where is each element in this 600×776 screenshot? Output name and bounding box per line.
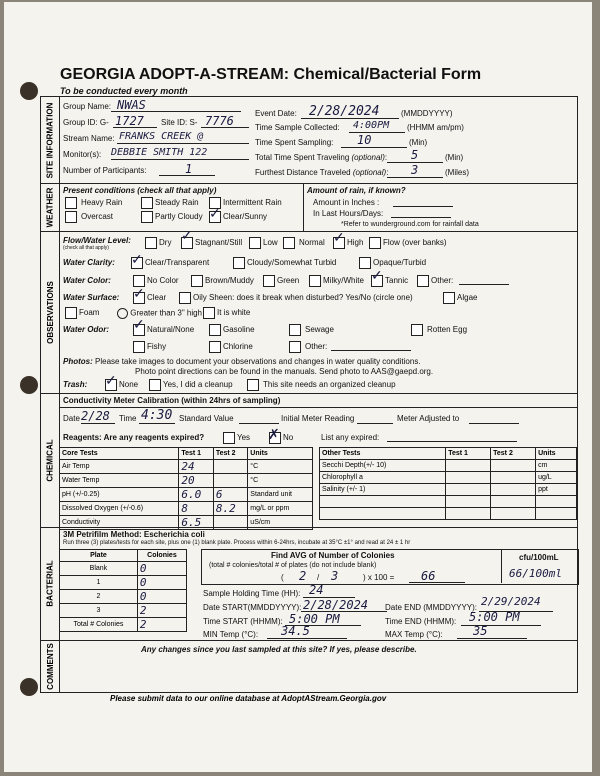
color-tannic-label: Tannic [385, 276, 409, 285]
underline [387, 441, 517, 442]
core-unit: °C [248, 460, 313, 474]
odor-gasoline-label: Gasoline [223, 325, 255, 334]
holding-time-field[interactable]: 24 [309, 583, 324, 597]
method-title: 3M Petrifilm Method: Escherichia coli [63, 530, 205, 539]
stream-name-label: Stream Name: [63, 134, 115, 143]
flow-high-label: High [347, 238, 364, 247]
rain-amount-label: Amount of rain, if known? [307, 186, 406, 195]
core-test-1[interactable]: 20 [179, 474, 213, 488]
clarity-opaque-checkbox[interactable] [359, 257, 371, 269]
core-tests-table [59, 447, 313, 530]
table-row [320, 460, 577, 472]
core-test-1[interactable]: 6.5 [179, 516, 213, 530]
comments-question: Any changes since you last sampled at this site? If yes, please describe. [141, 645, 417, 654]
color-label: Water Color: [63, 276, 111, 285]
underline [81, 423, 115, 424]
surface-label: Water Surface: [63, 293, 120, 302]
method-note: Run three (3) plates/tests for each site, plus one (1) blank plate. Process within 6-24hrs, incubate at 35°C ±1° and read at 24 ± 1 hr [63, 540, 411, 546]
distance-label: Furthest Distance Traveled (optional): [255, 168, 389, 177]
underline [459, 284, 509, 285]
underline [139, 423, 175, 424]
trash-needs-checkbox[interactable] [247, 379, 259, 391]
underline [341, 147, 407, 148]
other-test-1[interactable] [446, 472, 491, 484]
odor-other-checkbox[interactable] [289, 341, 301, 353]
flow-normal-checkbox[interactable] [283, 237, 295, 249]
colony-count[interactable]: 2 [137, 618, 186, 632]
surface-foam-label: Foam [79, 308, 100, 317]
time-collected-format: (HHMM am/pm) [407, 123, 464, 132]
plate-name: 1 [60, 576, 138, 590]
standard-value-label: Standard Value [179, 414, 234, 423]
underline [239, 423, 279, 424]
core-header: Test 2 [213, 448, 247, 460]
clarity-cloudy-checkbox[interactable] [233, 257, 245, 269]
core-unit: mg/L or ppm [248, 502, 313, 516]
group-id-label: Group ID: G- [63, 118, 109, 127]
underline [393, 206, 453, 207]
color-other-label: Other: [431, 276, 454, 285]
odor-sewage-label: Sewage [305, 325, 334, 334]
other-unit: cm [536, 460, 577, 472]
distance-field[interactable]: 3 [411, 163, 419, 177]
partly-cloudy-checkbox[interactable] [141, 211, 153, 223]
group-name-label: Group Name: [63, 102, 112, 111]
underline [457, 638, 527, 639]
core-test-name: Dissolved Oxygen (+/-0.6) [60, 502, 179, 516]
calib-time-field[interactable]: 4:30 [141, 408, 173, 423]
color-milky-checkbox[interactable] [309, 275, 321, 287]
steady-rain-label: Steady Rain [155, 198, 199, 207]
participants-label: Number of Participants: [63, 166, 147, 175]
form-subtitle: To be conducted every month [60, 86, 188, 96]
intermittent-rain-label: Intermittent Rain [223, 198, 282, 207]
time-start-label: Time START (HHMM): [203, 617, 283, 626]
divider [59, 640, 577, 641]
travel-time-field[interactable]: 5 [411, 148, 419, 162]
monitor-label: Monitor(s): [63, 150, 102, 159]
event-date-label: Event Date: [255, 109, 297, 118]
table-row [320, 508, 577, 520]
table-row [320, 472, 577, 484]
participants-field[interactable]: 1 [185, 162, 193, 176]
footer-note: Please submit data to our online database at AdoptAStream.Georgia.gov [110, 694, 387, 703]
core-test-2[interactable]: 6 [213, 488, 247, 502]
reagents-yes-checkbox[interactable] [223, 432, 235, 444]
other-test-2[interactable] [491, 508, 536, 520]
event-date-field[interactable]: 2/28/2024 [309, 104, 380, 119]
calib-date-label: Date [63, 414, 80, 423]
other-test-1[interactable] [446, 460, 491, 472]
calibration-title: Conductivity Meter Calibration (within 24hrs of sampling) [63, 396, 281, 405]
other-unit: ug/L [536, 472, 577, 484]
odor-fishy-checkbox[interactable] [133, 341, 145, 353]
time-spent-field[interactable]: 10 [357, 133, 372, 147]
core-unit: °C [248, 474, 313, 488]
odor-gasoline-checkbox[interactable] [209, 324, 221, 336]
reagents-no-label: No [283, 433, 294, 442]
date-start-label: Date START(MMDDYYYY): [203, 603, 302, 612]
table-row [60, 488, 313, 502]
check-mark: ✓ [133, 285, 145, 301]
table-row [60, 604, 187, 618]
section-bacterial: BACTERIAL [41, 527, 60, 641]
colony-count[interactable]: 0 [137, 562, 186, 576]
calib-date-field[interactable]: 2/28 [81, 409, 110, 423]
clarity-cloudy-label: Cloudy/Somewhat Turbid [247, 258, 337, 267]
time-end-label: Time END (HHMM): [385, 617, 457, 626]
color-none-label: No Color [147, 276, 179, 285]
color-brown-checkbox[interactable] [191, 275, 203, 287]
color-milky-label: Milky/White [323, 276, 364, 285]
form-title: GEORGIA ADOPT-A-STREAM: Chemical/Bacterial Form [60, 66, 482, 83]
core-header: Units [248, 448, 313, 460]
present-conditions-label: Present conditions (check all that apply) [63, 186, 217, 195]
underline [111, 159, 249, 160]
other-test-2[interactable] [491, 472, 536, 484]
core-header: Test 1 [179, 448, 213, 460]
odor-natural-label: Natural/None [147, 325, 195, 334]
other-test-name [320, 496, 446, 508]
surface-oily-checkbox[interactable] [179, 292, 191, 304]
divider [59, 183, 577, 184]
section-observations: OBSERVATIONS [41, 231, 60, 394]
divider [59, 231, 577, 232]
time-collected-field[interactable]: 4:00PM [353, 120, 390, 131]
underline [331, 350, 411, 351]
core-test-1[interactable]: 24 [179, 460, 213, 474]
core-test-name: Air Temp [60, 460, 179, 474]
underline [357, 423, 393, 424]
punch-hole [20, 376, 38, 394]
rain-hours-label: In Last Hours/Days: [313, 209, 384, 218]
avg-denominator[interactable]: 3 [331, 569, 339, 583]
group-name-field[interactable]: NWAS [117, 98, 146, 112]
table-row [60, 502, 313, 516]
plates-table [59, 549, 187, 632]
avg-divide: / [317, 573, 320, 582]
check-mark: ✓ [333, 229, 345, 245]
time-collected-label: Time Sample Collected: [255, 123, 340, 132]
section-weather: WEATHER [41, 183, 60, 232]
table-row [320, 484, 577, 496]
heavy-rain-checkbox[interactable] [65, 197, 77, 209]
check-mark: ✗ [268, 426, 280, 442]
odor-other-label: Other: [305, 342, 328, 351]
partly-cloudy-label: Partly Cloudy [155, 212, 203, 221]
avg-formula: (total # colonies/total # of plates (do not include blank) [209, 562, 377, 569]
odor-sewage-checkbox[interactable] [289, 324, 301, 336]
cfu-label: cfu/100mL [519, 553, 559, 562]
date-end-label: Date END (MMDDYYYY): [385, 603, 478, 612]
divider [59, 393, 577, 394]
section-chemical: CHEMICAL [41, 393, 60, 528]
flow-over-label: Flow (over banks) [383, 238, 447, 247]
date-start-field[interactable]: 2/28/2024 [303, 598, 369, 612]
other-test-name [320, 508, 446, 520]
trash-yes-label: Yes, I did a cleanup [163, 380, 233, 389]
avg-multiply: ) x 100 = [363, 573, 395, 582]
surface-white-checkbox[interactable] [203, 307, 215, 319]
punch-hole [20, 82, 38, 100]
date-end-field[interactable]: 2/29/2024 [481, 595, 541, 608]
overcast-checkbox[interactable] [65, 211, 77, 223]
travel-time-unit: (Min) [445, 153, 464, 162]
table-row [60, 562, 187, 576]
time-spent-label: Time Spent Sampling: [255, 138, 334, 147]
other-test-name: Salinity (+/- 1) [320, 484, 446, 496]
odor-chlorine-checkbox[interactable] [209, 341, 221, 353]
flow-dry-label: Dry [159, 238, 172, 247]
core-test-name: Water Temp [60, 474, 179, 488]
avg-result[interactable]: 66 [421, 569, 436, 583]
min-temp-field[interactable]: 34.5 [281, 624, 310, 638]
core-unit: uS/cm [248, 516, 313, 530]
underline [117, 143, 249, 144]
site-id-label: Site ID: S- [161, 118, 198, 127]
stream-name-field[interactable]: FRANKS CREEK @ [119, 131, 204, 142]
surface-white-label: It is white [217, 308, 251, 317]
odor-fishy-label: Fishy [147, 342, 167, 351]
core-test-2[interactable] [213, 474, 247, 488]
flow-stagnant-label: Stagnant/Still [195, 238, 243, 247]
flow-dry-checkbox[interactable] [145, 237, 157, 249]
plate-header: Plate [60, 550, 138, 562]
table-row [60, 576, 187, 590]
photos-text-2: Photo point directions can be found in the manuals. Send photo to AAS@gaepd.org. [135, 367, 434, 376]
odor-rotten-label: Rotten Egg [427, 325, 468, 334]
punch-hole [20, 678, 38, 696]
reagents-yes-label: Yes [237, 433, 251, 442]
divider [59, 407, 577, 408]
colonies-header: Colonies [137, 550, 186, 562]
odor-chlorine-label: Chlorine [223, 342, 253, 351]
odor-label: Water Odor: [63, 325, 110, 334]
color-other-checkbox[interactable] [417, 275, 429, 287]
section-comments: COMMENTS [41, 640, 60, 692]
colony-count[interactable]: 0 [137, 590, 186, 604]
photos-text: Photos: Please take images to document your observations and changes in water quality conditions. [63, 357, 421, 366]
holding-time-label: Sample Holding Time (HH): [203, 589, 301, 598]
check-mark: ✓ [209, 205, 221, 221]
other-test-1[interactable] [446, 508, 491, 520]
trash-none-label: None [119, 380, 139, 389]
calib-time-label: Time [119, 414, 137, 423]
steady-rain-checkbox[interactable] [141, 197, 153, 209]
group-id-field[interactable]: 1727 [115, 114, 144, 128]
color-green-checkbox[interactable] [263, 275, 275, 287]
min-temp-label: MIN Temp (°C): [203, 630, 259, 639]
color-brown-label: Brown/Muddy [205, 276, 254, 285]
surface-clear-label: Clear [147, 293, 167, 302]
monitor-field[interactable]: DEBBIE SMITH 122 [111, 147, 208, 158]
reagents-label: Reagents: Are any reagents expired? [63, 433, 205, 442]
form-body [40, 96, 578, 693]
flow-low-label: Low [263, 238, 278, 247]
table-row [60, 618, 187, 632]
time-end-field[interactable]: 5:00 PM [469, 610, 520, 624]
color-green-label: Green [277, 276, 300, 285]
expired-list-label: List any expired: [321, 433, 380, 442]
table-row [60, 516, 313, 530]
other-test-2[interactable] [491, 484, 536, 496]
other-test-2[interactable] [491, 460, 536, 472]
divider [303, 183, 304, 231]
other-header: Test 2 [491, 448, 536, 460]
underline [391, 217, 451, 218]
avg-numerator[interactable]: 2 [299, 569, 307, 583]
heavy-rain-label: Heavy Rain [81, 198, 123, 207]
site-id-field[interactable]: 7776 [205, 114, 234, 128]
other-unit: ppt [536, 484, 577, 496]
plate-name: Total # Colonies [60, 618, 138, 632]
underline [267, 638, 347, 639]
other-header: Other Tests [320, 448, 446, 460]
other-unit [536, 496, 577, 508]
other-test-1[interactable] [446, 484, 491, 496]
rainfall-reference: *Refer to wunderground.com for rainfall data [341, 221, 479, 228]
other-tests-table [319, 447, 577, 520]
section-site-info: SITE INFORMATION [41, 97, 60, 184]
core-test-2[interactable] [213, 516, 247, 530]
check-mark: ✓ [133, 316, 145, 332]
plate-name: 3 [60, 604, 138, 618]
table-row [60, 474, 313, 488]
max-temp-label: MAX Temp (°C): [385, 630, 443, 639]
underline [387, 177, 443, 178]
clarity-opaque-label: Opaque/Turbid [373, 258, 427, 267]
comments-field[interactable] [65, 659, 571, 687]
max-temp-field[interactable]: 35 [473, 624, 488, 638]
surface-algae-label: Algae [457, 293, 478, 302]
flow-note: (check all that apply) [63, 245, 109, 251]
event-date-format: (MMDDYYYY) [401, 109, 453, 118]
initial-reading-label: Initial Meter Reading [281, 414, 355, 423]
other-unit [536, 508, 577, 520]
core-header: Core Tests [60, 448, 179, 460]
trash-needs-label: This site needs an organized cleanup [263, 380, 396, 389]
table-row [60, 590, 187, 604]
clarity-label: Water Clarity: [63, 258, 115, 267]
surface-foam-checkbox[interactable] [65, 307, 77, 319]
trash-label: Trash: [63, 380, 88, 389]
flow-label: Flow/Water Level: [63, 236, 131, 245]
core-test-1[interactable]: 6.0 [179, 488, 213, 502]
flow-over-checkbox[interactable] [369, 237, 381, 249]
other-test-name: Chlorophyll a [320, 472, 446, 484]
other-test-2[interactable] [491, 496, 536, 508]
cfu-field[interactable]: 66/100ml [509, 567, 562, 580]
other-test-name: Secchi Depth(+/- 10) [320, 460, 446, 472]
avg-paren: ( [281, 573, 284, 582]
rain-inches-label: Amount in Inches : [313, 198, 380, 207]
core-unit: Standard unit [248, 488, 313, 502]
check-mark: ✓ [181, 227, 193, 243]
core-test-2[interactable] [213, 460, 247, 474]
colony-count[interactable]: 2 [137, 604, 186, 618]
table-row [320, 496, 577, 508]
travel-time-label: Total Time Spent Traveling (optional): [255, 153, 388, 162]
core-test-2[interactable]: 8.2 [213, 502, 247, 516]
adjusted-label: Meter Adjusted to [397, 414, 460, 423]
plate-name: Blank [60, 562, 138, 576]
flow-low-checkbox[interactable] [249, 237, 261, 249]
trash-yes-checkbox[interactable] [149, 379, 161, 391]
clarity-clear-label: Clear/Transparent [145, 258, 210, 267]
time-start-field[interactable]: 5:00 PM [289, 612, 340, 626]
surface-algae-checkbox[interactable] [443, 292, 455, 304]
underline [409, 582, 465, 583]
other-test-1[interactable] [446, 496, 491, 508]
distance-unit: (Miles) [445, 168, 469, 177]
other-header: Test 1 [446, 448, 491, 460]
odor-rotten-checkbox[interactable] [411, 324, 423, 336]
core-test-name: Conductivity [60, 516, 179, 530]
surface-foam-note: Greater than 3" high [117, 308, 202, 319]
avg-title: Find AVG of Number of Colonies [271, 551, 395, 560]
check-mark: ✓ [371, 267, 383, 283]
core-test-name: pH (+/-0.25) [60, 488, 179, 502]
flow-normal-label: Normal [299, 238, 325, 247]
surface-oily-label: Oily Sheen: does it break when disturbed? Yes/No (circle one) [193, 293, 413, 302]
overcast-label: Overcast [81, 212, 114, 221]
colony-count[interactable]: 0 [137, 576, 186, 590]
table-row [60, 460, 313, 474]
plate-name: 2 [60, 590, 138, 604]
check-mark: ✓ [105, 372, 117, 388]
divider [501, 549, 502, 583]
core-test-1[interactable]: 8 [179, 502, 213, 516]
underline [469, 423, 519, 424]
clear-sunny-label: Clear/Sunny [223, 212, 268, 221]
other-header: Units [536, 448, 577, 460]
time-spent-unit: (Min) [409, 138, 428, 147]
check-mark: ✓ [131, 251, 143, 267]
